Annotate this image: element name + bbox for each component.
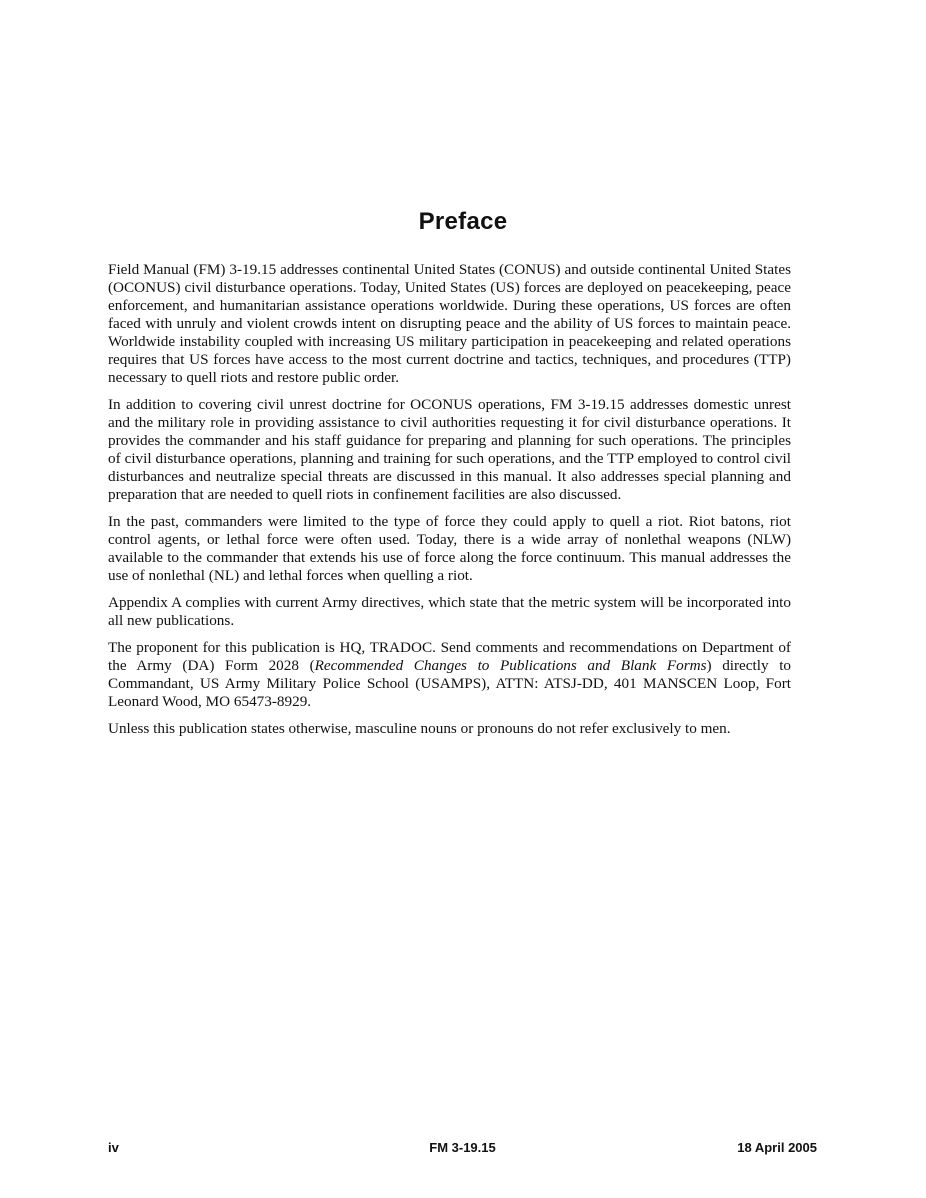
footer-page-number: iv — [108, 1140, 119, 1155]
proponent-text-start: The proponent for this publication is HQ, TRADOC. Send comments and recommendations on Department of the Army (DA) Form 2028 ( — [108, 639, 791, 674]
paragraph-intro: Field Manual (FM) 3-19.15 addresses continental United States (CONUS) and outside continental United States (OCONUS) civil disturbance operations. Today, United States (US) forces are deployed on peacekeeping, peace enforcement, and humanitarian assistance operations worldwide. During these operations, US forces are often faced with unruly and violent crowds intent on disrupting peace and the ability of US forces to maintain peace. Worldwide instability coupled with increasing US military participation in peacekeeping and related operations requires that US forces have access to the most current doctrine and tactics, techniques, and procedures (TTP) necessary to quell riots and restore public order. — [108, 261, 791, 386]
proponent-text-end: ) directly to Commandant, US Army Military Police School (USAMPS), ATTN: ATSJ-DD, 401 MANSCEN Loop, Fort Leonard Wood, MO 65473-8929. — [108, 657, 792, 710]
footer-date: 18 April 2005 — [737, 1140, 817, 1155]
paragraph-oconus: In addition to covering civil unrest doctrine for OCONUS operations, FM 3-19.15 addresses domestic unrest and the military role in providing assistance to civil authorities requesting it for civil disturbance operations. It provides the commander and his staff guidance for preparing and planning for such operations. The principles of civil disturbance operations, planning and training for such operations, and the TTP employed to control civil disturbances and neutralize special threats are discussed in this manual. It also addresses special planning and preparation that are needed to quell riots in confinement facilities are also discussed. — [108, 396, 791, 503]
footer-manual-id: FM 3-19.15 — [429, 1140, 496, 1155]
page-footer — [108, 1140, 817, 1158]
paragraph-gender-note: Unless this publication states otherwise, masculine nouns or pronouns do not refer exclusively to men. — [108, 720, 731, 737]
preface-body — [108, 261, 791, 747]
paragraph-proponent — [108, 639, 791, 711]
page-title: Preface — [418, 208, 508, 235]
form-title-italic: Recommended Changes to Publications and Blank Forms — [314, 657, 707, 674]
paragraph-metric: Appendix A complies with current Army directives, which state that the metric system will be incorporated into all new publications. — [108, 594, 791, 629]
paragraph-force: In the past, commanders were limited to the type of force they could apply to quell a riot. Riot batons, riot control agents, or lethal force were often used. Today, there is a wide array of nonlethal weapons (NLW) available to the commander that extends his use of force along the force continuum. This manual addresses the use of nonlethal (NL) and lethal forces when quelling a riot. — [108, 513, 791, 584]
